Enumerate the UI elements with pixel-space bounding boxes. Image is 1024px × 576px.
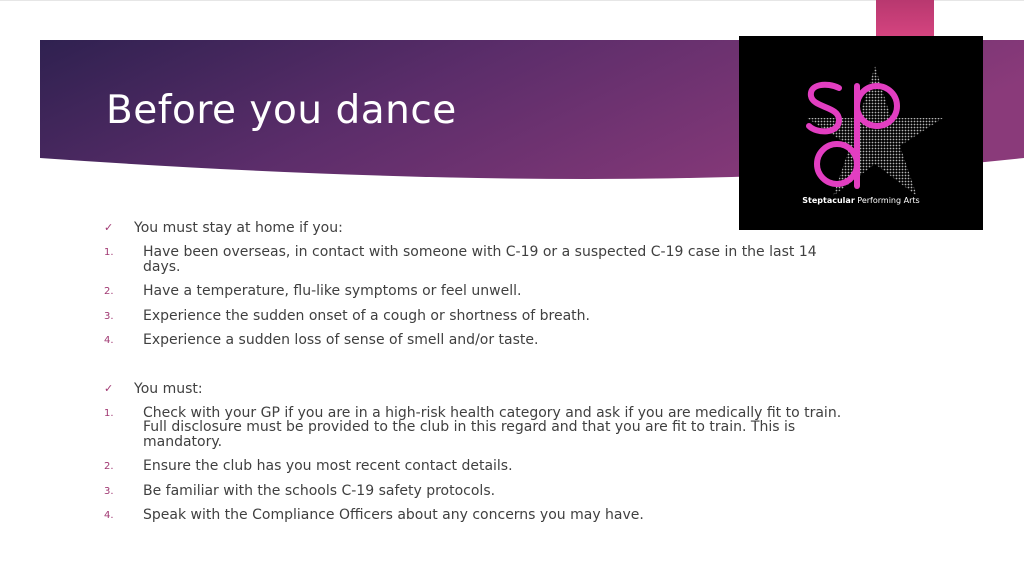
accent-tab xyxy=(876,0,934,36)
list-number: 4. xyxy=(104,335,114,346)
list-item xyxy=(104,309,844,324)
list-item-text: Check with your GP if you are in a high-risk health category and ask if you are medically fit to train. Full disclosure must be provided to the club in this regard and that you are fit to train. This is mandatory. xyxy=(143,404,842,450)
section-heading-text: You must stay at home if you: xyxy=(134,220,343,236)
list-item xyxy=(104,459,844,474)
list-item-text: Ensure the club has you most recent contact details. xyxy=(143,458,513,474)
list-item xyxy=(104,245,844,274)
top-divider xyxy=(0,0,1024,1)
list-number: 2. xyxy=(104,461,114,472)
list-number: 4. xyxy=(104,510,114,521)
list-item-text: Have a temperature, flu-like symptoms or feel unwell. xyxy=(143,283,522,299)
list-item xyxy=(104,508,844,523)
slide-title: Before you dance xyxy=(106,88,457,133)
list-item xyxy=(104,406,844,450)
section-heading xyxy=(104,220,844,236)
list-number: 3. xyxy=(104,310,114,322)
list-item-text: Have been overseas, in contact with someone with C-19 or a suspected C-19 case in the last 14 days. xyxy=(143,244,817,275)
list-item xyxy=(104,333,844,348)
list-item-text: Be familiar with the schools C-19 safety protocols. xyxy=(143,482,496,499)
list-item xyxy=(104,484,844,499)
section-heading-text: You must: xyxy=(134,380,203,397)
list-number: 1. xyxy=(104,407,114,419)
list-item xyxy=(104,284,844,299)
list-number: 1. xyxy=(104,247,114,258)
checkmark-icon: ✓ xyxy=(104,221,114,234)
list-item-text: Speak with the Compliance Officers about any concerns you may have. xyxy=(143,507,644,523)
list-number: 2. xyxy=(104,286,114,297)
logo-caption: Steptacular Performing Arts xyxy=(802,196,920,205)
checkmark-icon: ✓ xyxy=(104,381,114,395)
slide-content xyxy=(104,220,844,523)
brand-logo xyxy=(739,36,983,230)
list-item-text: Experience the sudden onset of a cough or shortness of breath. xyxy=(143,307,590,324)
list-number: 3. xyxy=(104,485,114,497)
section-heading xyxy=(104,381,844,397)
list-item-text: Experience a sudden loss of sense of smell and/or taste. xyxy=(143,332,539,348)
